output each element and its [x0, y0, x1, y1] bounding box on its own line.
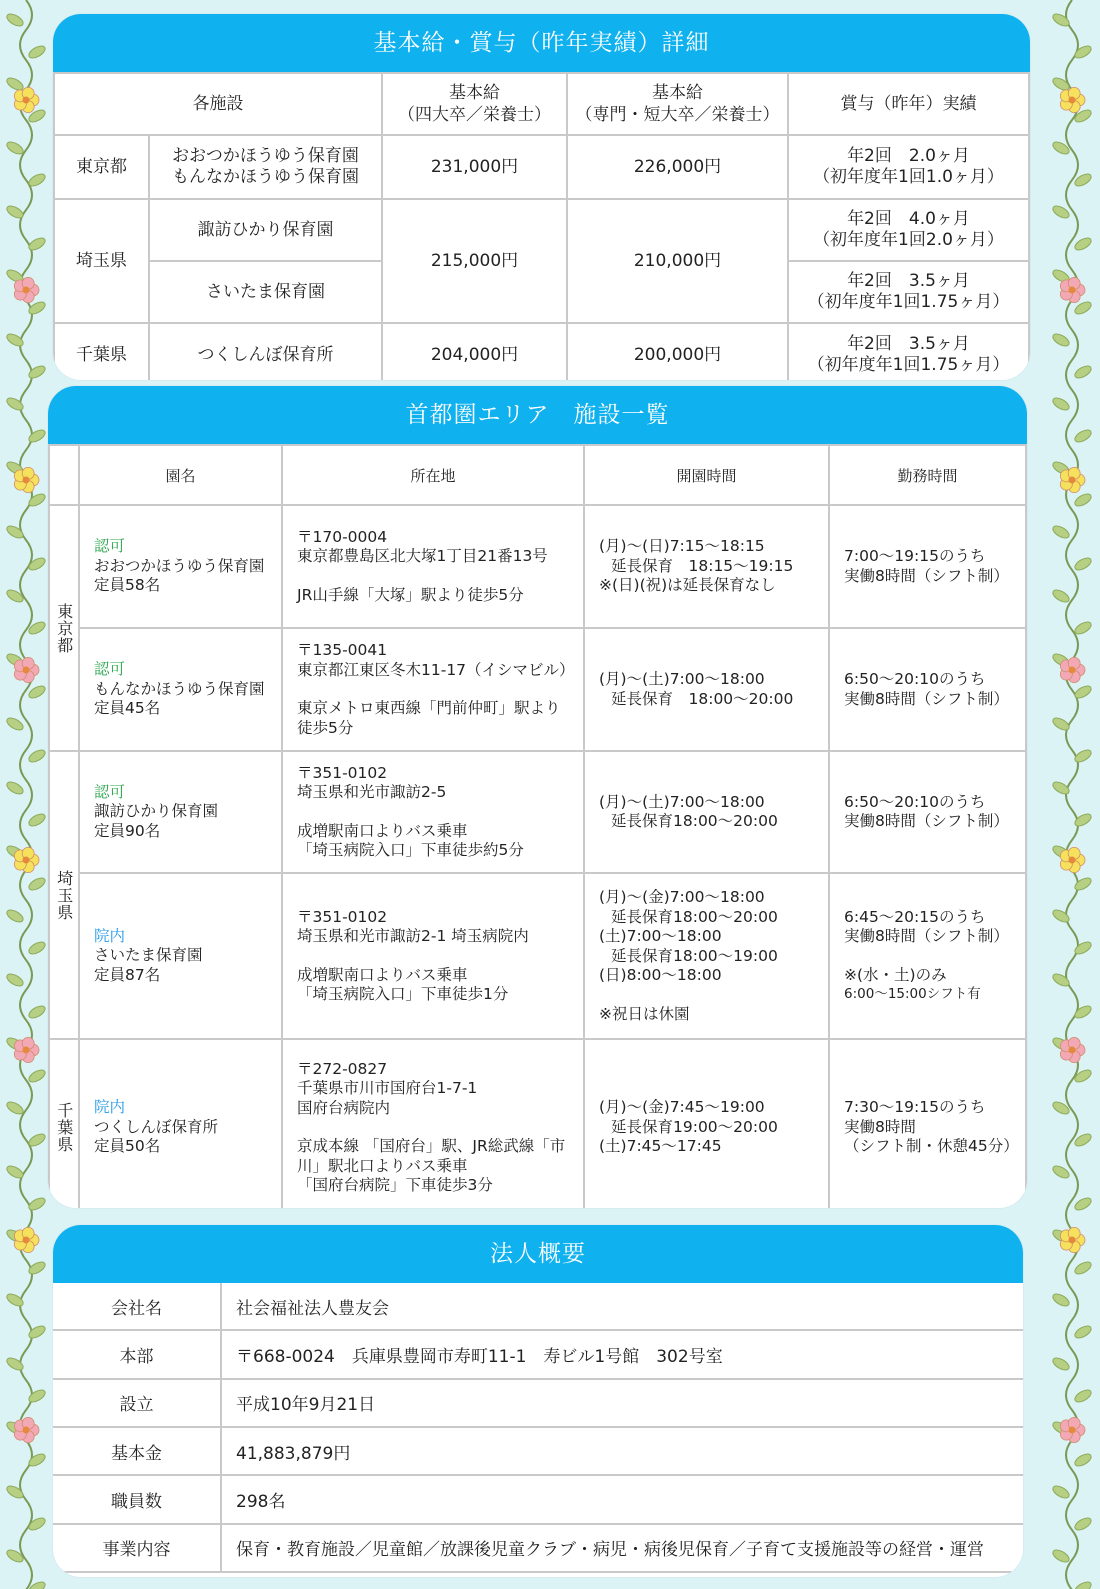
vine-leaf [5, 204, 25, 221]
facility-tag: 認可 [94, 537, 126, 556]
salary-row [54, 323, 1029, 380]
vine-leaf [1051, 1356, 1071, 1373]
facility-name-cell [79, 505, 282, 628]
vine-leaf [27, 172, 47, 189]
vine-leaf [1051, 524, 1071, 541]
vine-leaf [1073, 1452, 1093, 1469]
header-facility: 各施設 [54, 73, 382, 135]
facility-tag: 認可 [94, 660, 126, 679]
pref-cell: 東京都 [49, 505, 79, 751]
corp-table [53, 1283, 1023, 1573]
basic-univ-cell: 215,000円 [382, 199, 567, 323]
facility-address-cell: 〒272-0827 千葉県市川市国府台1-7-1 国府台病院内 京成本線 「国府台」駅、JR総武線「市 川」駅北口よりバス乗車 「国府台病院」下車徒歩3分 [282, 1039, 584, 1208]
vine-leaf [1073, 556, 1093, 573]
vine-leaf [1051, 972, 1071, 989]
header-work: 勤務時間 [829, 445, 1026, 505]
corp-row [53, 1330, 1023, 1378]
flower-icon [1060, 1037, 1085, 1062]
corp-row [53, 1283, 1023, 1330]
flower-icon [14, 1037, 39, 1062]
vine-leaf [1073, 748, 1093, 765]
vine-leaf [1051, 12, 1071, 29]
facility-cell: おおつかほうゆう保育園 もんなかほうゆう保育園 [149, 135, 382, 199]
facility-name: おおつかほうゆう保育園 [94, 556, 265, 575]
vine-leaf [1073, 364, 1093, 381]
vine-leaf [1073, 236, 1093, 253]
facility-name-cell [79, 1039, 282, 1208]
vine-leaf [1073, 1324, 1093, 1341]
corp-key: 設立 [53, 1379, 221, 1427]
vine-leaf [27, 556, 47, 573]
facility-row [49, 505, 1026, 628]
facility-row [49, 873, 1026, 1039]
facility-capacity: 定員45名 [94, 699, 161, 718]
flower-icon [14, 467, 39, 492]
corp-row [53, 1379, 1023, 1427]
facility-cell: さいたま保育園 [149, 261, 382, 323]
vine-leaf [5, 1484, 25, 1501]
header-basic-voc: 基本給 （専門・短大卒／栄養士） [567, 73, 788, 135]
flower-icon [1060, 277, 1085, 302]
basic-univ-cell: 204,000円 [382, 323, 567, 380]
header-basic-univ: 基本給 （四大卒／栄養士） [382, 73, 567, 135]
facility-row [49, 628, 1026, 751]
vine-leaf [27, 1132, 47, 1149]
vine-leaf [1073, 940, 1093, 957]
corp-panel [53, 1225, 1023, 1577]
header-address: 所在地 [282, 445, 584, 505]
vine-leaf [5, 716, 25, 733]
facility-capacity: 定員87名 [94, 965, 161, 984]
facility-name: つくしんぼ保育所 [94, 1117, 219, 1136]
vine-decoration-left [4, 0, 48, 1589]
vine-leaf [5, 140, 25, 157]
corp-key: 本部 [53, 1330, 221, 1378]
corp-key: 職員数 [53, 1475, 221, 1523]
flower-icon [14, 277, 39, 302]
salary-panel-title: 基本給・賞与（昨年実績）詳細 [53, 14, 1030, 72]
facilities-header-row [49, 445, 1026, 505]
facility-cell: つくしんぼ保育所 [149, 323, 382, 380]
vine-leaf [27, 492, 47, 509]
facility-tag: 院内 [94, 926, 126, 945]
basic-voc-cell: 210,000円 [567, 199, 788, 323]
vine-leaf [1051, 716, 1071, 733]
corp-value: 平成10年9月21日 [221, 1379, 1023, 1427]
basic-voc-cell: 226,000円 [567, 135, 788, 199]
corp-panel-title: 法人概要 [53, 1225, 1023, 1283]
vine-leaf [1073, 428, 1093, 445]
facility-work-cell: 6:50～20:10のうち 実働8時間（シフト制） [829, 628, 1026, 751]
vine-leaf [27, 236, 47, 253]
salary-header-row [54, 73, 1029, 135]
vine-leaf [27, 1196, 47, 1213]
basic-voc-cell: 200,000円 [567, 323, 788, 380]
corp-value: 社会福祉法人豊友会 [221, 1283, 1023, 1330]
pref-cell: 千葉県 [54, 323, 149, 380]
facility-name: 諏訪ひかり保育園 [94, 802, 219, 821]
vine-stem [1066, 0, 1078, 1589]
vine-leaf [1051, 780, 1071, 797]
vine-leaf [1051, 1164, 1071, 1181]
pref-cell: 東京都 [54, 135, 149, 199]
flower-icon [14, 1227, 39, 1252]
flower-icon [1060, 847, 1085, 872]
facility-hours-cell: (月)～(金)7:00～18:00 延長保育18:00～20:00 (土)7:00～18:00 延長保育18:00～19:00 (日)8:00～18:00 ※祝日は休園 [584, 873, 829, 1039]
vine-leaf [5, 972, 25, 989]
facility-name: さいたま保育園 [94, 946, 203, 965]
salary-row [54, 135, 1029, 199]
vine-leaf [1051, 332, 1071, 349]
facility-hours-cell: (月)～(土)7:00～18:00 延長保育 18:00～20:00 [584, 628, 829, 751]
facility-row [49, 751, 1026, 873]
vine-leaf [27, 1068, 47, 1085]
facility-hours-cell: (月)～(日)7:15～18:15 延長保育 18:15～19:15 ※(日)(祝)は延長保育なし [584, 505, 829, 628]
corp-key: 事業内容 [53, 1524, 221, 1572]
vine-leaf [27, 876, 47, 893]
pref-cell: 埼玉県 [54, 199, 149, 323]
vine-leaf [5, 908, 25, 925]
vine-leaf [5, 524, 25, 541]
vine-leaf [1051, 1484, 1071, 1501]
vine-leaf [27, 1516, 47, 1533]
facility-work-cell: 7:00～19:15のうち 実働8時間（シフト制） [829, 505, 1026, 628]
vine-leaf [1073, 1004, 1093, 1021]
facility-name: もんなかほうゆう保育園 [94, 679, 265, 698]
vine-leaf [1073, 44, 1093, 61]
vine-leaf [1073, 1580, 1093, 1589]
bonus-cell: 年2回 4.0ヶ月 （初年度年1回2.0ヶ月） [788, 199, 1029, 261]
vine-leaf [1051, 588, 1071, 605]
vine-leaf [1051, 396, 1071, 413]
corp-key: 基本金 [53, 1427, 221, 1475]
flower-icon [1060, 467, 1085, 492]
facility-work-cell: 7:30～19:15のうち 実働8時間 （シフト制・休憩45分） [829, 1039, 1026, 1208]
vine-leaf [1051, 1548, 1071, 1565]
vine-leaf [27, 684, 47, 701]
facility-address-cell: 〒135-0041 東京都江東区冬木11-17（イシマビル） 東京メトロ東西線「門前仲町」駅より 徒歩5分 [282, 628, 584, 751]
vine-leaf [5, 12, 25, 29]
salary-panel [53, 14, 1030, 380]
vine-leaf [27, 44, 47, 61]
facility-tag: 院内 [94, 1098, 126, 1117]
pref-cell: 千葉県 [49, 1039, 79, 1208]
corp-row [53, 1427, 1023, 1475]
facility-capacity: 定員58名 [94, 576, 161, 595]
facilities-table [48, 444, 1027, 1208]
pref-cell: 埼玉県 [49, 751, 79, 1039]
header-name: 園名 [79, 445, 282, 505]
corp-value: 〒668-0024 兵庫県豊岡市寿町11-1 寿ビル1号館 302号室 [221, 1330, 1023, 1378]
bonus-cell: 年2回 3.5ヶ月 （初年度年1回1.75ヶ月） [788, 261, 1029, 323]
facility-work-cell: 6:45～20:15のうち 実働8時間（シフト制） ※(水・土)のみ 6:00～15:00シフト有 [829, 873, 1026, 1039]
vine-leaf [27, 812, 47, 829]
facility-work-cell: 6:50～20:10のうち 実働8時間（シフト制） [829, 751, 1026, 873]
vine-leaf [5, 780, 25, 797]
vine-leaf [1073, 1516, 1093, 1533]
flower-icon [1060, 1417, 1085, 1442]
facility-capacity: 定員90名 [94, 821, 161, 840]
corp-row [53, 1524, 1023, 1572]
corp-value: 41,883,879円 [221, 1427, 1023, 1475]
facilities-panel [48, 386, 1027, 1208]
facility-name-cell [79, 873, 282, 1039]
facility-name-cell [79, 628, 282, 751]
header-hours: 開園時間 [584, 445, 829, 505]
vine-leaf [1051, 908, 1071, 925]
facility-address-cell: 〒351-0102 埼玉県和光市諏訪2-5 成増駅南口よりバス乗車 「埼玉病院入口」下車徒歩約5分 [282, 751, 584, 873]
vine-leaf [5, 1548, 25, 1565]
vine-leaf [27, 1004, 47, 1021]
vine-leaf [5, 1100, 25, 1117]
facility-cell: 諏訪ひかり保育園 [149, 199, 382, 261]
flower-icon [1060, 1227, 1085, 1252]
vine-leaf [1073, 492, 1093, 509]
vine-leaf [1073, 1388, 1093, 1405]
basic-univ-cell: 231,000円 [382, 135, 567, 199]
facility-tag: 認可 [94, 782, 126, 801]
vine-leaf [1073, 620, 1093, 637]
vine-stem [20, 0, 32, 1589]
flower-icon [1060, 87, 1085, 112]
facility-address-cell: 〒170-0004 東京都豊島区北大塚1丁目21番13号 JR山手線「大塚」駅より徒歩5分 [282, 505, 584, 628]
corp-key: 会社名 [53, 1283, 221, 1330]
corp-row [53, 1475, 1023, 1523]
flower-icon [1060, 657, 1085, 682]
bonus-cell: 年2回 3.5ヶ月 （初年度年1回1.75ヶ月） [788, 323, 1029, 380]
facilities-panel-title: 首都圏エリア 施設一覧 [48, 386, 1027, 444]
vine-leaf [27, 940, 47, 957]
flower-icon [14, 87, 39, 112]
vine-leaf [27, 748, 47, 765]
vine-leaf [27, 1260, 47, 1277]
vine-leaf [27, 1388, 47, 1405]
salary-row [54, 199, 1029, 261]
facility-row [49, 1039, 1026, 1208]
facility-address-cell: 〒351-0102 埼玉県和光市諏訪2-1 埼玉病院内 成増駅南口よりバス乗車 「埼玉病院入口」下車徒歩1分 [282, 873, 584, 1039]
facility-hours-cell: (月)～(金)7:45～19:00 延長保育19:00～20:00 (土)7:45～17:45 [584, 1039, 829, 1208]
corp-value: 保育・教育施設／児童館／放課後児童クラブ・病児・病後児保育／子育て支援施設等の経営・運営 [221, 1524, 1023, 1572]
vine-decoration-right [1050, 0, 1094, 1589]
vine-leaf [27, 428, 47, 445]
facility-name-cell [79, 751, 282, 873]
flower-icon [14, 847, 39, 872]
bonus-cell: 年2回 2.0ヶ月 （初年度年1回1.0ヶ月） [788, 135, 1029, 199]
vine-leaf [1073, 1196, 1093, 1213]
flower-icon [14, 657, 39, 682]
vine-leaf [5, 1164, 25, 1181]
facility-hours-cell: (月)～(土)7:00～18:00 延長保育18:00～20:00 [584, 751, 829, 873]
salary-table [53, 72, 1030, 380]
corp-value: 298名 [221, 1475, 1023, 1523]
header-bonus: 賞与（昨年）実績 [788, 73, 1029, 135]
vine-leaf [1073, 1068, 1093, 1085]
vine-leaf [5, 588, 25, 605]
vine-leaf [27, 1452, 47, 1469]
vine-leaf [1073, 1260, 1093, 1277]
header-pref [49, 445, 79, 505]
facility-capacity: 定員50名 [94, 1137, 161, 1156]
flower-icon [14, 1417, 39, 1442]
vine-leaf [1051, 1292, 1071, 1309]
vine-leaf [1073, 684, 1093, 701]
vine-leaf [1051, 204, 1071, 221]
